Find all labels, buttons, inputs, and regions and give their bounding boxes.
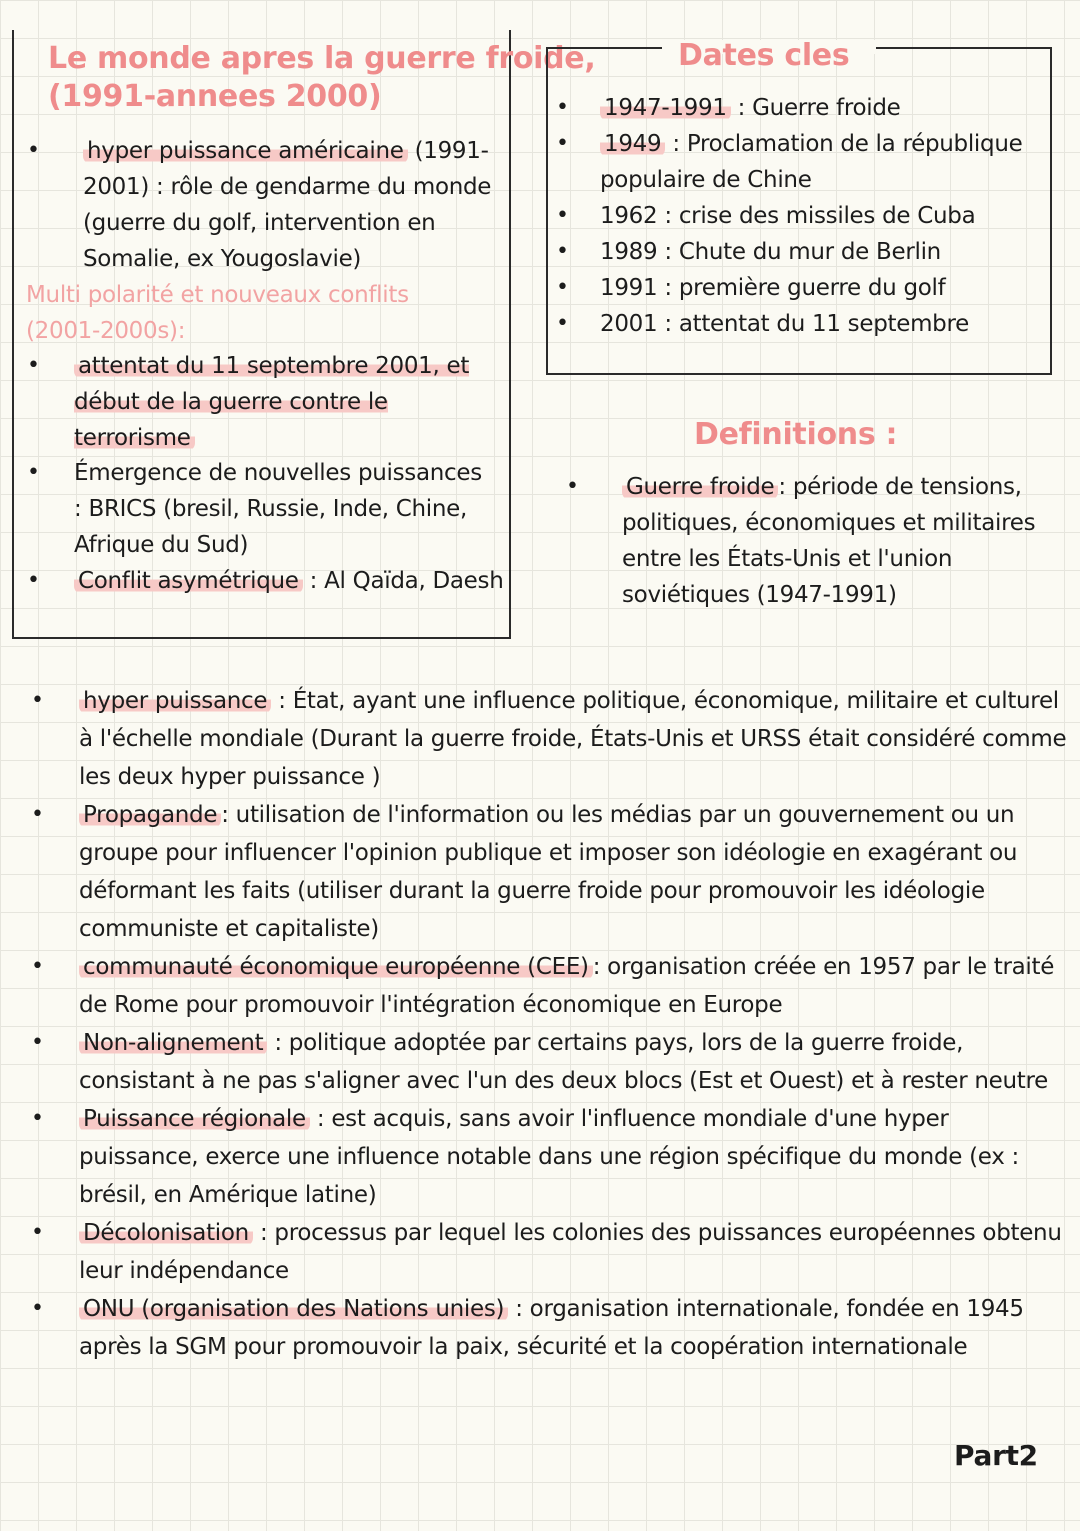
page-label: Part2: [954, 1439, 1038, 1472]
date-item: • 1947-1991 : Guerre froide: [556, 95, 901, 121]
definition-item: • Propagande : utilisation de l'information ou les médias par un gouvernement ou un groupe pour influencer l'opinion publique et imposer son idéologie en exagérant ou déformant les faits (utiliser durant la guerre froide pour promouvoir les idéologie communiste et capitaliste): [31, 802, 1018, 942]
definition-list: [31, 682, 1069, 1366]
left-box-title: Le monde apres la guerre froide, (1991-annees 2000): [48, 41, 596, 114]
left-bullet-1: • hyper puissance américaine (1991-2001) : rôle de gendarme du monde (guerre du golf, intervention en Somalie, ex Yougoslavie): [27, 138, 492, 272]
definitions-title: Definitions :: [694, 417, 898, 452]
left-bullet-4: • Conflit asymétrique : Al Qaïda, Daesh: [27, 568, 504, 594]
definition-item: • Puissance régionale : est acquis, sans avoir l'influence mondiale d'une hyper puissance, exerce une influence notable dans une région spécifique du monde (ex : brésil, en Amérique latine): [31, 1106, 1019, 1208]
definition-guerre-froide: • Guerre froide : période de tensions, politiques, économiques et militaires entre les États-Unis et l'union soviétiques (1947-1991): [566, 474, 1036, 608]
definition-item: • Décolonisation : processus par lequel les colonies des puissances européennes obtenu leur indépendance: [31, 1220, 1062, 1284]
date-item: • 1991 : première guerre du golf: [556, 275, 946, 301]
definition-item: • hyper puissance : État, ayant une influence politique, économique, militaire et culturel à l'échelle mondiale (Durant la guerre froide, États-Unis et URSS était considéré comme les deux hyper puissance ): [31, 688, 1067, 790]
date-item: • 1949 : Proclamation de la république populaire de Chine: [556, 131, 1023, 193]
date-item: • 1962 : crise des missiles de Cuba: [556, 203, 976, 229]
date-item: • 2001 : attentat du 11 septembre: [556, 311, 969, 337]
dates-list: [556, 90, 1030, 342]
left-bullet-2: • attentat du 11 septembre 2001, et début de la guerre contre le terrorisme: [27, 353, 470, 451]
left-bullet-3: • Émergence de nouvelles puissances : BRICS (bresil, Russie, Inde, Chine, Afrique du Sud): [27, 460, 482, 558]
definition-item: • ONU (organisation des Nations unies) : organisation internationale, fondée en 1945 après la SGM pour promouvoir la paix, sécurité et la coopération internationale: [31, 1296, 1024, 1360]
left-subtitle: Multi polarité et nouveaux conflits (2001-2000s):: [26, 282, 409, 344]
definition-item: • Non-alignement : politique adoptée par certains pays, lors de la guerre froide, consistant à ne pas s'aligner avec l'un des deux blocs (Est et Ouest) et à rester neutre: [31, 1030, 1049, 1094]
dates-title: Dates cles: [678, 38, 850, 73]
definition-item: • communauté économique européenne (CEE) : organisation créée en 1957 par le traité de Rome pour promouvoir l'intégration économique en Europe: [31, 954, 1055, 1018]
date-item: • 1989 : Chute du mur de Berlin: [556, 239, 941, 265]
